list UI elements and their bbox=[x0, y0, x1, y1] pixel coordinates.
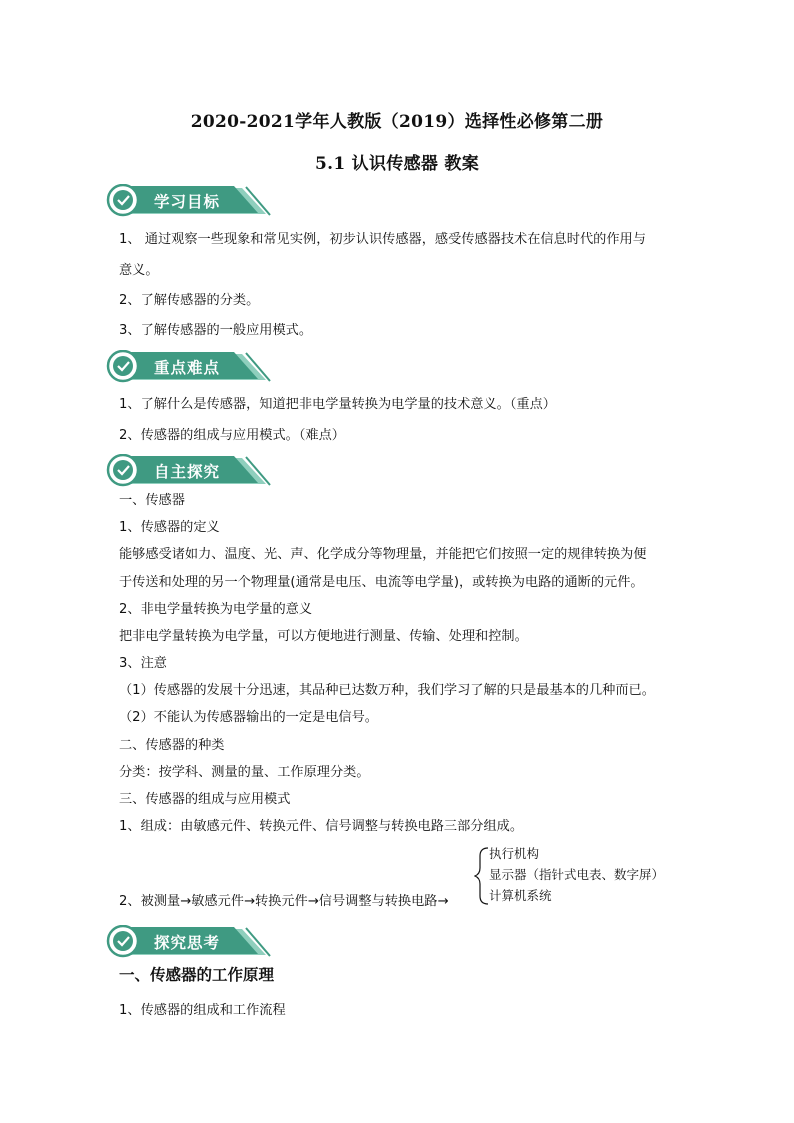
content-line: 于传送和处理的另一个物理量(通常是电压、电流等电学量)，或转换为电路的通断的元件。 bbox=[119, 575, 644, 590]
document-subtitle: 5.1 认识传感器 教案 bbox=[314, 154, 479, 174]
document-title: 2020-2021学年人教版（2019）选择性必修第二册 bbox=[190, 112, 604, 132]
content-line: （2）不能认为传感器输出的一定是电信号。 bbox=[119, 710, 378, 725]
flow-branch: 计算机系统 bbox=[489, 888, 552, 903]
content-line: 一、传感器 bbox=[119, 493, 185, 508]
content-line: 三、传感器的组成与应用模式 bbox=[119, 792, 291, 807]
content-line: 1、组成：由敏感元件、转换元件、信号调整与转换电路三部分组成。 bbox=[119, 819, 524, 834]
content-line: 二、传感器的种类 bbox=[119, 738, 225, 753]
section-title: 重点难点 bbox=[154, 359, 221, 377]
flow-main: 2、被测量→敏感元件→转换元件→信号调整与转换电路→ bbox=[119, 894, 449, 909]
content-line: 2、非电学量转换为电学量的意义 bbox=[119, 602, 313, 617]
content-line: 3、注意 bbox=[119, 656, 167, 671]
key-point-line: 2、传感器的组成与应用模式。（难点） bbox=[119, 428, 345, 443]
key-point-line: 1、了解什么是传感器，知道把非电学量转换为电学量的技术意义。（重点） bbox=[119, 397, 556, 412]
content-line: （1）传感器的发展十分迅速，其品种已达数万种，我们学习了解的只是最基本的几种而已。 bbox=[119, 683, 655, 698]
inquiry-heading: 一、传感器的工作原理 bbox=[119, 966, 275, 984]
content-line: 1、传感器的组成和工作流程 bbox=[119, 1003, 286, 1018]
content-line: 把非电学量转换为电学量，可以方便地进行测量、传输、处理和控制。 bbox=[119, 629, 528, 644]
objective-line: 3、了解传感器的一般应用模式。 bbox=[119, 323, 313, 338]
objective-line: 2、了解传感器的分类。 bbox=[119, 293, 260, 308]
content-line: 分类：按学科、测量的量、工作原理分类。 bbox=[119, 765, 370, 780]
flow-branch: 显示器（指针式电表、数字屏） bbox=[489, 867, 665, 882]
curly-brace bbox=[474, 846, 490, 906]
section-banner-self-study bbox=[106, 454, 276, 488]
section-title: 学习目标 bbox=[154, 193, 221, 211]
section-title: 自主探究 bbox=[154, 463, 221, 481]
objective-line: 意义。 bbox=[119, 263, 159, 278]
section-banner-objectives bbox=[106, 184, 276, 218]
content-line: 1、传感器的定义 bbox=[119, 520, 220, 535]
objective-line: 1、 通过观察一些现象和常见实例，初步认识传感器，感受传感器技术在信息时代的作用与 bbox=[119, 232, 646, 247]
flow-branch: 执行机构 bbox=[489, 846, 540, 861]
section-banner-inquiry bbox=[106, 925, 276, 959]
section-banner-key-points bbox=[106, 350, 276, 384]
section-title: 探究思考 bbox=[154, 934, 221, 952]
content-line: 能够感受诸如力、温度、光、声、化学成分等物理量，并能把它们按照一定的规律转换为便 bbox=[119, 547, 647, 562]
